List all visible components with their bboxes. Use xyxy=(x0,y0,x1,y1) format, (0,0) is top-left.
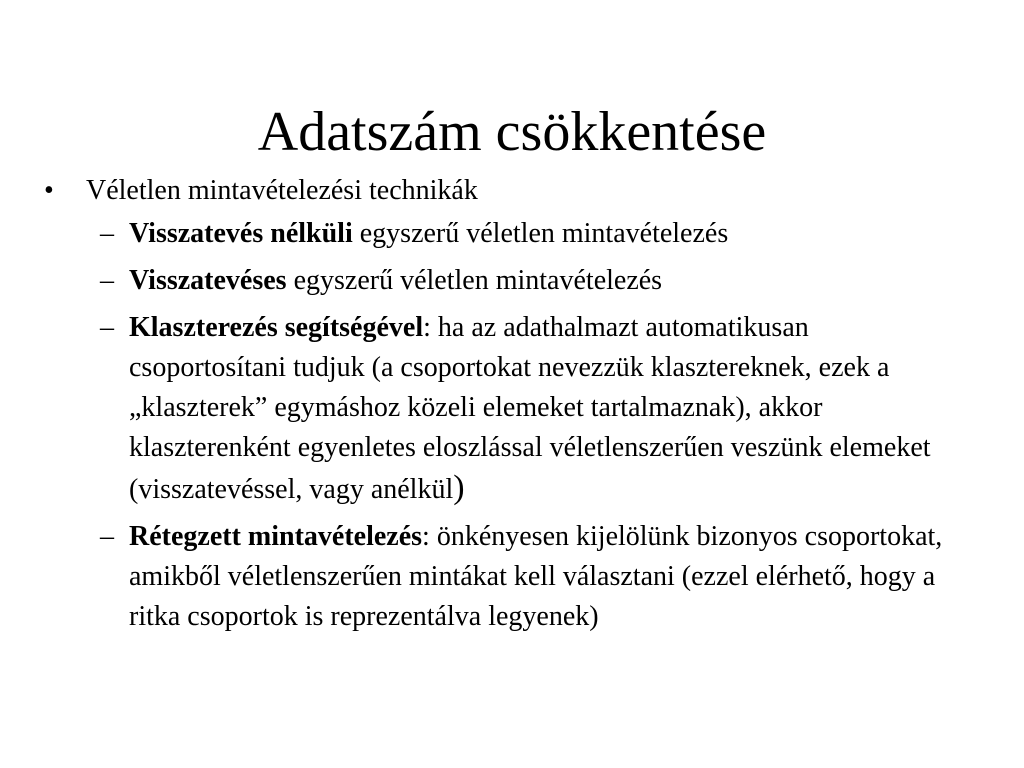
dash-icon: – xyxy=(100,312,114,343)
sub-item-text: egyszerű véletlen mintavételezés xyxy=(286,265,663,296)
sub-item-bold: Rétegzett mintavételezés xyxy=(129,521,423,552)
bullet-text: Véletlen mintavételezési technikák xyxy=(86,175,478,206)
sub-item-with-replacement xyxy=(40,261,969,301)
dash-icon: – xyxy=(100,265,114,296)
sub-item-text: : ha az adathalmazt automatikusan csoportosítani tudjuk (a csoportokat nevezzük klasztereknek, ezek a „klaszterek” egymáshoz közeli elemeket tartalmaznak), akkor klaszterenként egyenletes eloszlással véletlenszerűen veszünk elemeket (visszatevéssel, vagy anélkül xyxy=(129,312,931,505)
dash-icon: – xyxy=(100,218,114,249)
slide-content xyxy=(40,172,1000,644)
sub-item-without-replacement xyxy=(40,214,969,254)
sub-item-list xyxy=(40,214,1000,637)
closing-paren: ) xyxy=(453,469,465,506)
slide-title: Adatszám csökkentése xyxy=(257,101,767,163)
dash-icon: – xyxy=(100,521,114,552)
sub-item-stratified xyxy=(40,517,969,637)
sub-item-bold: Klaszterezés segítségével xyxy=(129,312,424,343)
bullet-icon: • xyxy=(44,175,54,206)
sub-item-text: egyszerű véletlen mintavételezés xyxy=(352,218,729,249)
sub-item-text: : önkényesen kijelölünk bizonyos csoportokat, amikből véletlenszerűen mintákat kell választani (ezzel elérhető, hogy a ritka csoportok is reprezentálva legyenek) xyxy=(129,521,943,632)
sub-item-clustering xyxy=(40,308,969,510)
sub-item-bold: Visszatevéses xyxy=(129,265,287,296)
sub-item-bold: Visszatevés nélküli xyxy=(129,218,353,249)
bullet-item xyxy=(40,172,1000,210)
